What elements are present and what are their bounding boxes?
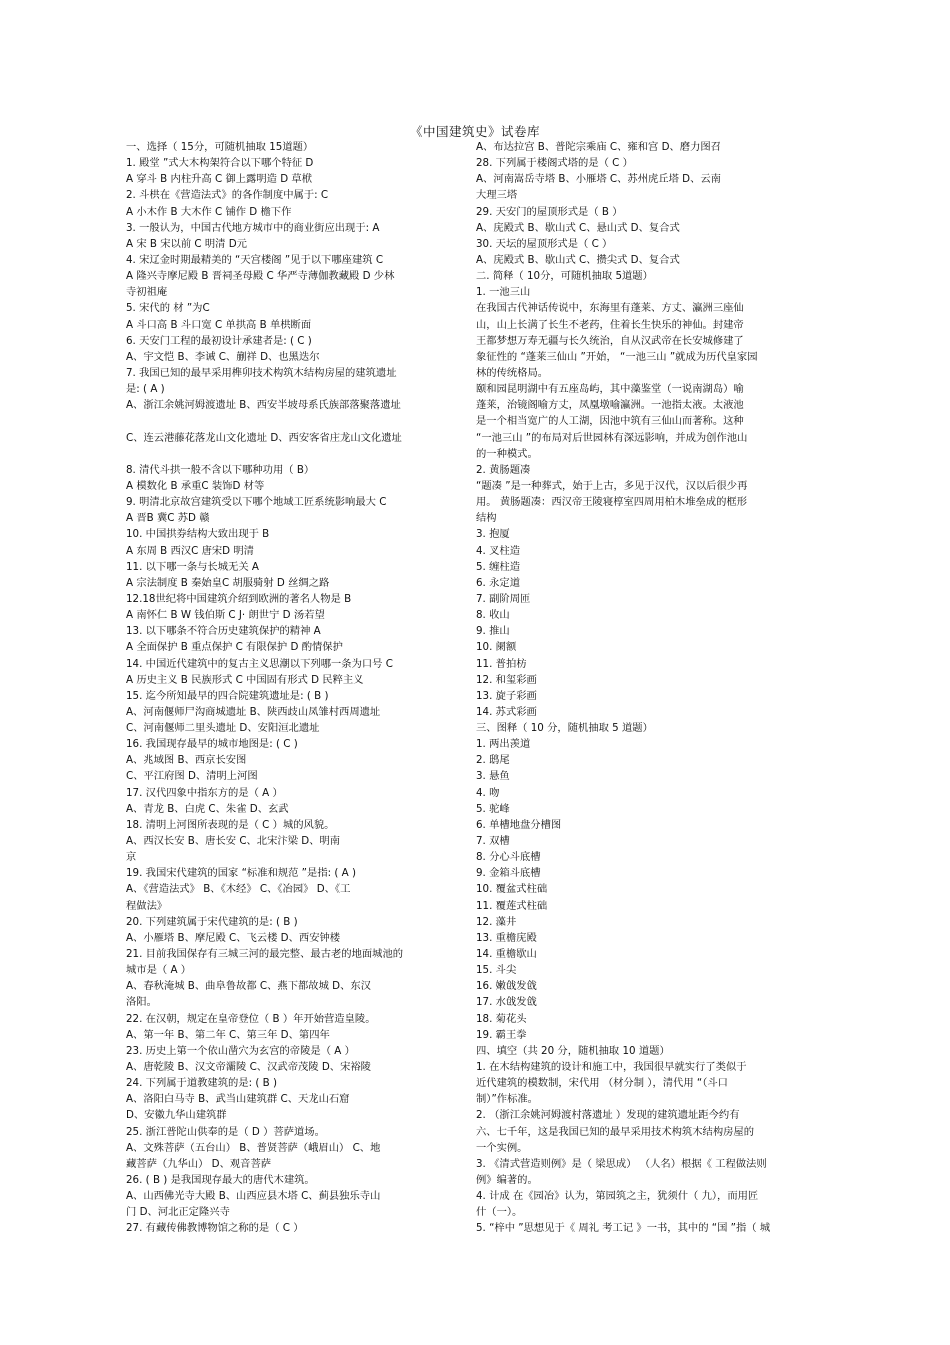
text-line: A、《营造法式》 B、《木经》 C、《冶园》 D、《工 bbox=[126, 883, 351, 896]
text-line: A 南怀仁 B W 钱伯斯 C J· 朗世宁 D 汤若望 bbox=[126, 609, 325, 622]
text-line: 蓬莱，治镜阁喻方丈，凤凰墩喻瀛洲。一池指太液。太液池 bbox=[476, 399, 744, 412]
text-line: 寺初祖庵 bbox=[126, 286, 168, 299]
text-line: A 晋B 冀C 苏D 赣 bbox=[126, 512, 210, 525]
text-line: 26. ( B ) 是我国现存最大的唐代木建筑。 bbox=[126, 1174, 315, 1186]
text-line: 10. 中国拱券结构大致出现于 B bbox=[126, 528, 270, 541]
page-title: 《中国建筑史》试卷库 bbox=[409, 124, 540, 139]
text-line: 18. 菊花头 bbox=[476, 1012, 527, 1025]
text-line: A、庑殿式 B、歇山式 C、悬山式 D、复合式 bbox=[476, 221, 680, 234]
text-line: 11. 覆莲式柱础 bbox=[476, 899, 548, 912]
text-line: “题凑 ”是一种葬式，始于上古，多见于汉代，汉以后很少再 bbox=[476, 479, 748, 492]
text-line: 六、七千年，这是我国已知的最早采用技术构筑木结构房屋的 bbox=[476, 1125, 755, 1138]
text-line: 5. 缠柱造 bbox=[476, 560, 520, 573]
text-line: 2. （浙江余姚河姆渡村落遗址 ）发现的建筑遗址距今约有 bbox=[476, 1109, 740, 1122]
text-line: 例》编著的。 bbox=[476, 1174, 538, 1186]
text-line: A、山西佛光寺大殿 B、山西应县木塔 C、蓟县独乐寺山 bbox=[126, 1190, 381, 1203]
text-line: A 宗法制度 B 秦始皇C 胡服骑射 D 丝绸之路 bbox=[126, 576, 330, 589]
text-line: 12. 和玺彩画 bbox=[476, 673, 537, 686]
text-line: 3. 抱厦 bbox=[476, 528, 510, 541]
text-line: 17. 汉代四象中指东方的是（ A ） bbox=[126, 786, 283, 799]
text-line: 7. 双槽 bbox=[476, 835, 510, 848]
text-line: 二. 简释（ 10分，可随机抽取 5道题） bbox=[476, 270, 653, 283]
text-line: A 小木作 B 大木作 C 铺作 D 檐下作 bbox=[126, 205, 292, 218]
text-line: 京 bbox=[126, 851, 137, 864]
text-line: A、兆域图 B、西京长安图 bbox=[126, 754, 247, 767]
text-line: A、河南偃师尸沟商城遗址 B、陕西歧山凤雏村西周遗址 bbox=[126, 705, 381, 718]
text-line bbox=[126, 446, 476, 462]
text-line: 三、图释（ 10 分，随机抽取 5 道题） bbox=[476, 722, 653, 735]
text-line: 17. 水戗发戗 bbox=[476, 996, 537, 1009]
text-line: 1. 两出羡道 bbox=[476, 738, 531, 751]
text-line: 4. 吻 bbox=[476, 786, 500, 799]
text-line: 林的传统格局。 bbox=[476, 366, 549, 379]
text-line: 16. 嫩戗发戗 bbox=[476, 980, 537, 993]
text-line: 一、选择（ 15分，可随机抽取 15道题） bbox=[126, 141, 314, 153]
text-line: 洛阳。 bbox=[126, 996, 157, 1009]
text-line: A、洛阳白马寺 B、武当山建筑群 C、天龙山石窟 bbox=[126, 1093, 350, 1106]
text-line: A 模数化 B 承重C 装饰D 材等 bbox=[126, 479, 265, 492]
text-line: 城市是（ A ） bbox=[126, 964, 192, 977]
text-line: 4. 计成 在《园冶》认为，第园筑之主，犹须什（ 九），而用匠 bbox=[476, 1190, 759, 1203]
text-line: 颐和园昆明湖中有五座岛屿，其中藻鉴堂（一说南湖岛）喻 bbox=[476, 383, 744, 396]
text-line: 25. 浙江普陀山供奉的是（ D ）菩萨道场。 bbox=[126, 1125, 325, 1138]
text-line: 1. 在木结构建筑的设计和施工中，我国很早就实行了类似于 bbox=[476, 1061, 747, 1074]
text-line: 9. 金箱斗底槽 bbox=[476, 867, 541, 880]
text-line: 14. 中国近代建筑中的复古主义思潮以下列哪一条为口号 C bbox=[126, 657, 393, 670]
text-line: 24. 下列属于道教建筑的是: ( B ) bbox=[126, 1077, 278, 1090]
text-line: 21. 目前我国保存有三城三河的最完整、最古老的地面城池的 bbox=[126, 948, 404, 961]
text-line: 8. 清代斗拱一般不含以下哪种功用（ B） bbox=[126, 463, 315, 476]
text-line: 16. 我国现存最早的城市地图是: ( C ) bbox=[126, 738, 298, 751]
text-line: 18. 清明上河图所表现的是（ C ）城的风貌。 bbox=[126, 818, 335, 831]
text-line: 12. 藻井 bbox=[476, 915, 517, 928]
text-line: 9. 明清北京故宫建筑受以下哪个地域工匠系统影响最大 C bbox=[126, 496, 387, 509]
text-line: 15. 迄今所知最早的四合院建筑遗址是: ( B ) bbox=[126, 689, 329, 702]
text-line: A 历史主义 B 民族形式 C 中国固有形式 D 民粹主义 bbox=[126, 673, 364, 686]
text-line: A 隆兴寺摩尼殿 B 晋祠圣母殿 C 华严寺薄伽教藏殿 D 少林 bbox=[126, 270, 395, 283]
text-line: 11. 普拍枋 bbox=[476, 657, 527, 670]
text-line: A、西汉长安 B、唐长安 C、北宋汴梁 D、明南 bbox=[126, 835, 341, 848]
right-column bbox=[476, 139, 826, 1237]
text-line: 制）”作标准。 bbox=[476, 1093, 538, 1106]
text-line: 1. 殿堂 ”式大木构架符合以下哪个特征 D bbox=[126, 157, 314, 170]
text-line: 9. 推山 bbox=[476, 625, 510, 638]
left-column bbox=[126, 139, 476, 1237]
text-line: 3. 一般认为，中国古代地方城市中的商业街应出现于: A bbox=[126, 221, 380, 234]
text-line: 用。 黄肠题凑：西汉帝王陵寝椁室四周用柏木堆垒成的框形 bbox=[476, 496, 747, 509]
text-line: A、文殊菩萨（五台山） B、普贤菩萨（峨眉山） C、地 bbox=[126, 1141, 381, 1154]
text-line: 5. 驼峰 bbox=[476, 802, 510, 815]
text-line: C、连云港藤花落龙山文化遗址 D、西安客省庄龙山文化遗址 bbox=[126, 431, 402, 444]
text-line: C、平江府图 D、清明上河图 bbox=[126, 770, 258, 783]
text-line: A 斗口高 B 斗口宽 C 单拱高 B 单栱断面 bbox=[126, 318, 312, 331]
text-line: 15. 斗尖 bbox=[476, 964, 517, 977]
text-line: A、庑殿式 B、歇山式 C、攒尖式 D、复合式 bbox=[476, 253, 680, 266]
text-line bbox=[126, 413, 476, 429]
text-line: 30. 天坛的屋顶形式是（ C ） bbox=[476, 237, 613, 250]
text-line: 22. 在汉朝，规定在皇帝登位（ B ）年开始营造皇陵。 bbox=[126, 1012, 376, 1025]
text-line: 是一个相当宽广的人工湖，因池中筑有三仙山而著称。这种 bbox=[476, 415, 744, 428]
text-line: 2. 黄肠题凑 bbox=[476, 463, 531, 476]
text-line: 12.18世纪将中国建筑介绍到欧洲的著名人物是 B bbox=[126, 592, 352, 605]
text-line: A 全面保护 B 重点保护 C 有限保护 D 酌情保护 bbox=[126, 641, 343, 654]
text-line: A、河南嵩岳寺塔 B、小雁塔 C、苏州虎丘塔 D、云南 bbox=[476, 173, 721, 186]
text-line: 13. 重檐庑殿 bbox=[476, 931, 537, 944]
text-line: 19. 我国宋代建筑的国家 “标准和规范 ”是指: ( A ) bbox=[126, 867, 356, 880]
text-line: A、春秋淹城 B、曲阜鲁故都 C、燕下都故城 D、东汉 bbox=[126, 980, 371, 993]
text-line: C、河南偃师二里头遗址 D、安阳洹北遗址 bbox=[126, 722, 320, 735]
text-line: 29. 天安门的屋顶形式是（ B ） bbox=[476, 205, 623, 218]
text-line: 大理三塔 bbox=[476, 189, 518, 202]
text-line: 11. 以下哪一条与长城无关 A bbox=[126, 560, 259, 573]
text-line: 6. 单槽地盘分槽图 bbox=[476, 818, 562, 831]
text-line: 19. 霸王拳 bbox=[476, 1028, 527, 1041]
text-line: 的一种模式。 bbox=[476, 447, 538, 460]
text-line: 13. 以下哪条不符合历史建筑保护的精神 A bbox=[126, 625, 321, 638]
text-line: 23. 历史上第一个依山凿穴为玄宫的帝陵是（ A ） bbox=[126, 1044, 355, 1057]
text-line: 8. 分心斗底槽 bbox=[476, 851, 541, 864]
text-line: 7. 副阶周匝 bbox=[476, 592, 531, 605]
text-line: A、小雁塔 B、摩尼殿 C、飞云楼 D、西安钟楼 bbox=[126, 931, 341, 944]
text-line: 在我国古代神话传说中，东海里有蓬莱、方丈、瀛洲三座仙 bbox=[476, 302, 744, 315]
text-line: 20. 下列建筑属于宋代建筑的是: ( B ) bbox=[126, 915, 298, 928]
text-line: 门 D、河北正定隆兴寺 bbox=[126, 1206, 230, 1219]
text-line: 5. “梓中 ”思想见于《 周礼 考工记 》一书，其中的 “国 ”指（ 城 bbox=[476, 1222, 771, 1235]
text-line: 藏菩萨（九华山） D、观音菩萨 bbox=[126, 1157, 272, 1170]
text-line: 近代建筑的模数制，宋代用 （材分制 ），清代用 “（斗口 bbox=[476, 1077, 728, 1090]
text-line: 14. 重檐歇山 bbox=[476, 948, 537, 961]
text-line: 13. 旋子彩画 bbox=[476, 689, 537, 702]
text-line: 是: ( A ) bbox=[126, 383, 165, 396]
text-line: 程做法》 bbox=[126, 899, 168, 912]
text-line: 山，山上长满了长生不老药，住着长生快乐的神仙。封建帝 bbox=[476, 318, 744, 331]
text-line: A、宇文恺 B、李诫 C、蒯祥 D、也黑迭尔 bbox=[126, 350, 320, 363]
text-line: A、浙江余姚河姆渡遗址 B、西安半坡母系氏族部落聚落遗址 bbox=[126, 399, 401, 412]
text-line: 4. 宋辽金时期最精美的 “天宫楼阁 ”见于以下哪座建筑 C bbox=[126, 253, 384, 266]
text-line: 7. 我国已知的最早采用榫卯技术构筑木结构房屋的建筑遗址 bbox=[126, 366, 397, 379]
text-line: 象征性的 “蓬莱三仙山 ”开始， “一池三山 ”就成为历代皇家园 bbox=[476, 350, 758, 363]
text-line: 王都梦想万寿无疆与长久统治，自从汉武帝在长安城修建了 bbox=[476, 334, 744, 347]
text-line: A 穿斗 B 内柱升高 C 御上露明造 D 草栿 bbox=[126, 173, 312, 186]
text-line: 28. 下列属于楼阁式塔的是（ C ） bbox=[476, 157, 633, 170]
text-line: 6. 天安门工程的最初设计承建者是: ( C ) bbox=[126, 334, 312, 347]
text-line: 3. 悬鱼 bbox=[476, 770, 510, 783]
text-line: A 宋 B 宋以前 C 明清 D元 bbox=[126, 237, 247, 250]
text-line: 5. 宋代的 材 ”为C bbox=[126, 302, 210, 315]
text-line: 6. 永定道 bbox=[476, 576, 520, 589]
text-line: 什（一）。 bbox=[476, 1206, 523, 1219]
text-line: 14. 苏式彩画 bbox=[476, 705, 537, 718]
text-line: 结构 bbox=[476, 512, 497, 525]
text-line: 四、填空（共 20 分，随机抽取 10 道题） bbox=[476, 1044, 670, 1057]
text-line: 10. 阑额 bbox=[476, 641, 517, 654]
text-line: A、第一年 B、第二年 C、第三年 D、第四年 bbox=[126, 1028, 330, 1041]
text-line: 3. 《清式营造则例》是（ 梁思成） （人名）根据《 工程做法则 bbox=[476, 1157, 767, 1170]
text-line: 一个实例。 bbox=[476, 1141, 528, 1154]
text-line: A、唐乾陵 B、汉文帝灞陵 C、汉武帝茂陵 D、宋裕陵 bbox=[126, 1061, 371, 1074]
text-line: A、青龙 B、白虎 C、朱雀 D、玄武 bbox=[126, 802, 289, 815]
text-line: 27. 有藏传佛教博物馆之称的是（ C ） bbox=[126, 1222, 304, 1235]
text-line: 4. 叉柱造 bbox=[476, 544, 520, 557]
text-line: 2. 斗栱在《营造法式》的各作制度中属于: C bbox=[126, 189, 329, 202]
text-line: A 东周 B 西汉C 唐宋D 明清 bbox=[126, 544, 254, 557]
text-line: A、布达拉宫 B、普陀宗乘庙 C、雍和宫 D、磨力图召 bbox=[476, 141, 721, 153]
text-line: “一池三山 ”的布局对后世园林有深远影响，并成为创作池山 bbox=[476, 431, 748, 444]
text-line: 2. 鸱尾 bbox=[476, 754, 510, 767]
text-line: 1. 一池三山 bbox=[476, 286, 531, 299]
text-line: 8. 收山 bbox=[476, 609, 510, 622]
text-line: D、安徽九华山建筑群 bbox=[126, 1109, 227, 1122]
text-line: 10. 覆盆式柱础 bbox=[476, 883, 548, 896]
